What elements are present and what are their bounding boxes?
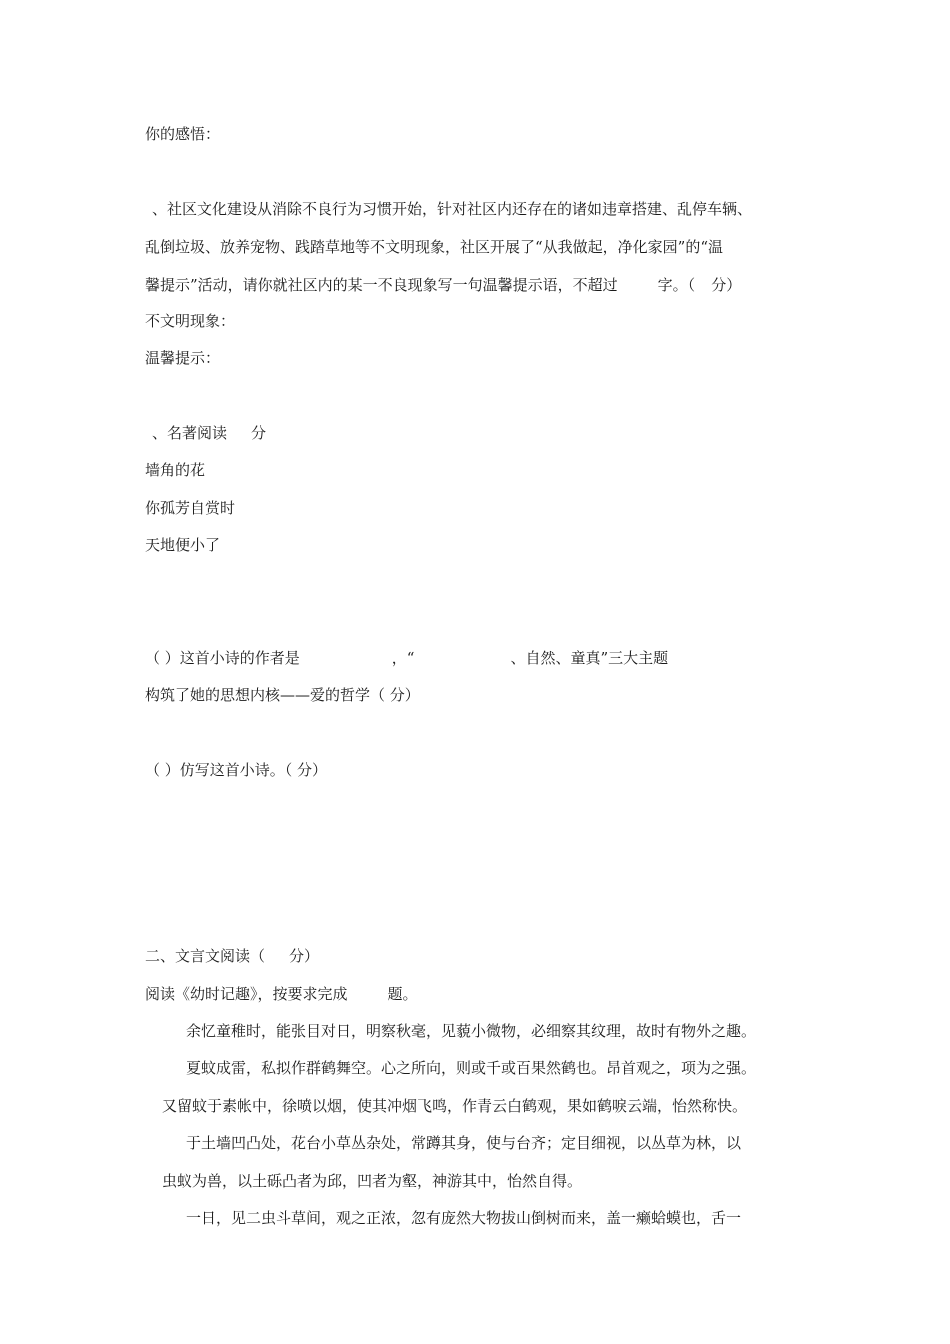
- poem-line-1: 墙角的花: [145, 461, 206, 479]
- classics-q1-quote: ，“: [391, 649, 415, 667]
- community-question-line-2: 乱倒垃圾、放养宠物、践踏草地等不文明现象，社区开展了“从我做起，净化家园”的“温: [145, 238, 724, 256]
- poem-line-3: 天地便小了: [145, 536, 221, 554]
- passage-paragraph-2-line-2: 又留蚊于素帐中，徐喷以烟，使其冲烟飞鸣，作青云白鹤观，果如鹤唳云端，怡然称快。: [162, 1097, 748, 1115]
- warm-tip-label: 温馨提示：: [145, 349, 221, 367]
- classics-title-score: 分: [251, 424, 267, 442]
- classics-reading-title: [152, 423, 266, 443]
- classics-question-2: （ ）仿写这首小诗。（ 分）: [145, 761, 328, 779]
- classics-title-a: 、名著阅读: [152, 424, 228, 442]
- passage-paragraph-3-line-1: 于土墙凹凸处，花台小草丛杂处，常蹲其身，使与台齐；定目细视，以丛草为林，以: [186, 1134, 742, 1152]
- classics-q1-themes: 、自然、童真”三大主题: [510, 649, 669, 667]
- poem-line-2: 你孤芳自赏时: [145, 499, 236, 517]
- feeling-label: 你的感悟：: [145, 125, 221, 143]
- community-question-line-3: [145, 275, 741, 295]
- classical-instruction-text: 阅读《幼时记趣》，按要求完成: [145, 985, 348, 1003]
- classics-q1-author: （ ）这首小诗的作者是: [145, 649, 300, 667]
- passage-paragraph-3-line-2: 虫蚁为兽，以土砾凸者为邱，凹者为壑，神游其中，怡然自得。: [162, 1172, 583, 1190]
- classics-question-1-line-2: 构筑了她的思想内核——爱的哲学（ 分）: [145, 686, 420, 704]
- classical-instruction: [145, 984, 418, 1004]
- score-suffix: 分）: [711, 276, 742, 294]
- classical-chinese-title: [145, 946, 319, 966]
- classical-title-a: 二、文言文阅读（: [145, 947, 266, 965]
- community-question-line-3-text: 馨提示”活动，请你就社区内的某一不良现象写一句温馨提示语，不超过: [145, 276, 618, 294]
- classical-instruction-suffix: 题。: [387, 985, 418, 1003]
- passage-paragraph-1: 余忆童稚时，能张目对日，明察秋毫，见藐小微物，必细察其纹理，故时有物外之趣。: [186, 1022, 757, 1040]
- community-question-line-1: 、社区文化建设从消除不良行为习惯开始，针对社区内还存在的诸如违章搭建、乱停车辆、: [152, 200, 753, 218]
- word-limit-suffix: 字。（: [657, 276, 696, 294]
- uncivil-phenomenon-label: 不文明现象：: [145, 312, 236, 330]
- passage-paragraph-2-line-1: 夏蚊成雷，私拟作群鹤舞空。心之所向，则或千或百果然鹤也。昂首观之，项为之强。: [186, 1059, 757, 1077]
- passage-paragraph-4-line-1: 一日，见二虫斗草间，观之正浓，忽有庞然大物拔山倒树而来，盖一癞蛤蟆也，舌一: [186, 1209, 742, 1227]
- classical-title-score: 分）: [289, 947, 320, 965]
- classics-question-1: [145, 648, 668, 668]
